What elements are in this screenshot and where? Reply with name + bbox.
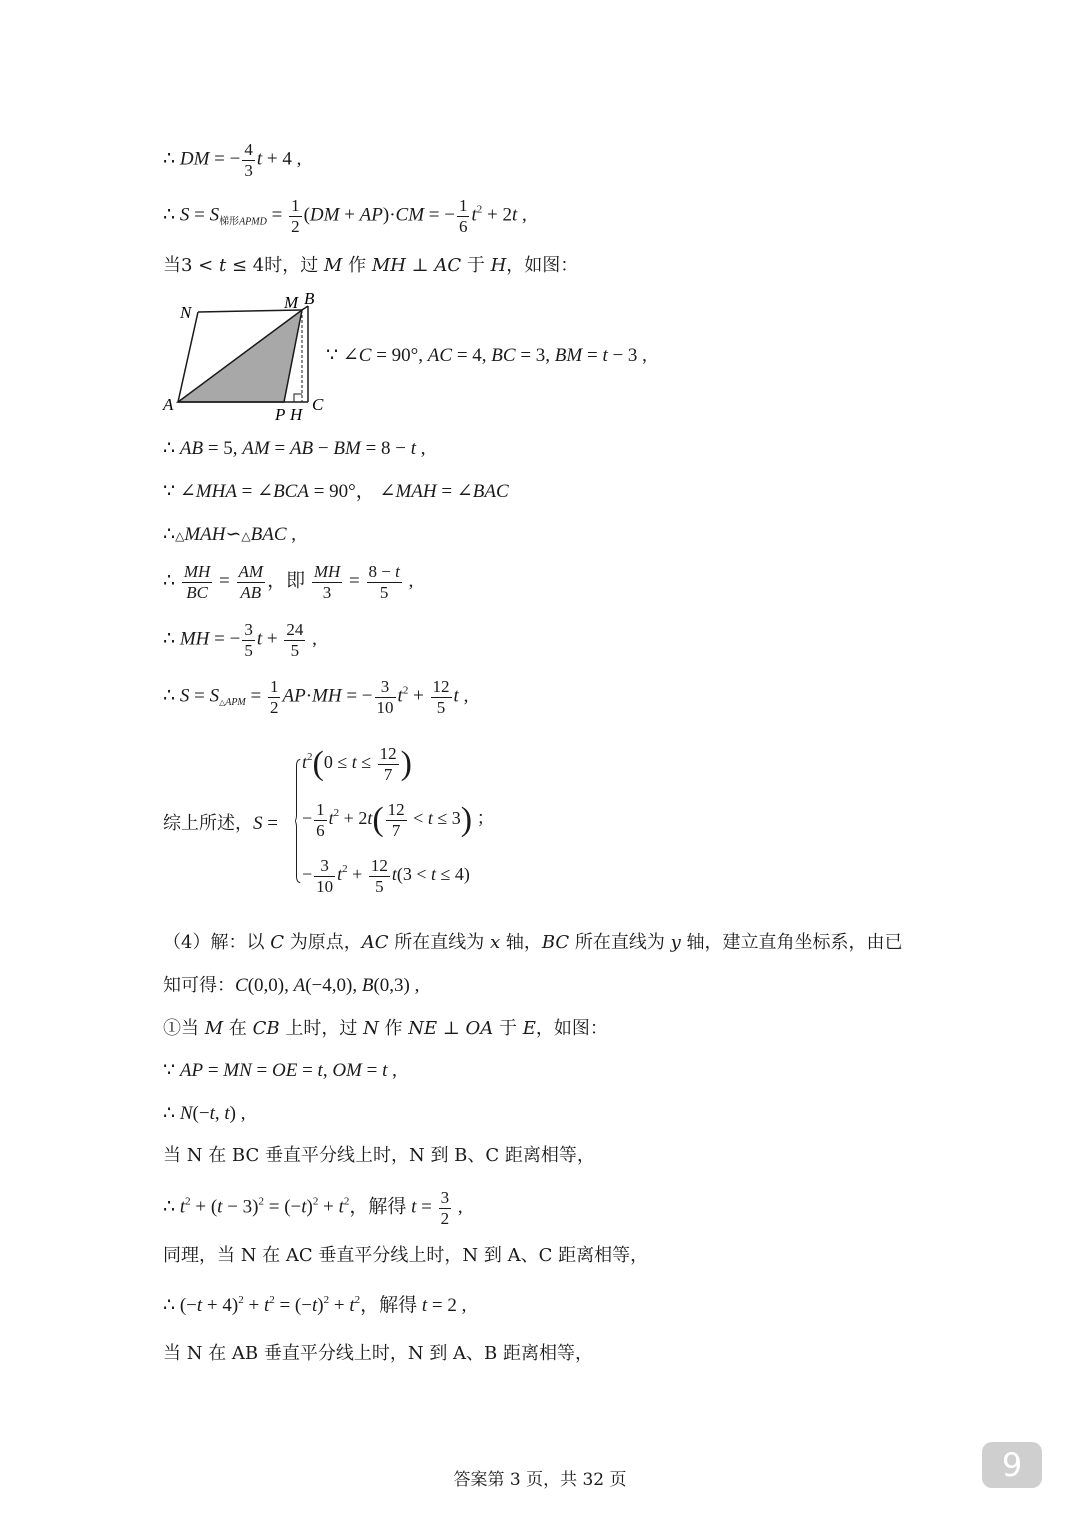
piece-2: − $\frac{1}{6}$ $t^2 + 2t$( $\frac{12}{7}$ < t ≤ 3) ； bbox=[302, 800, 495, 840]
label-m: M bbox=[284, 293, 299, 312]
line-angles: ∵ ∠MHA = ∠BCA = 90°， ∠MAH = ∠BAC bbox=[163, 481, 509, 502]
piece-1: $t^2(0 \le t$ ≤ $\frac{12}{7}$ ) bbox=[302, 744, 412, 784]
label-c: C bbox=[312, 395, 324, 414]
label-h: H bbox=[290, 405, 303, 423]
line-n-coord: ∴ N(−t, t) , bbox=[163, 1103, 246, 1124]
line-part4: （4）解：以 C 为原点，AC 所在直线为 x 轴，BC 所在直线为 y 轴，建立直角坐标系，由已 bbox=[163, 932, 903, 953]
line-eq1: ∴ $t^2 + (t - 3)^2 = (-t)^2 + t^2$，解得 t = $\frac{3}{2}$ , bbox=[163, 1188, 463, 1228]
line-ratio: ∴ $\frac{MH}{BC}$ = $\frac{AM}{AB}$ ，即 $\frac{MH}{3}$ = $\frac{8 - t}{5}$ , bbox=[163, 562, 414, 602]
line-s-triangle: ∴ $S = S_{\triangle APM}$ = $\frac{1}{2}$ AP·MH = − $\frac{3}{10}$ $t^2$ + $\frac{12}{5}$ t , bbox=[163, 677, 469, 717]
piecewise-brace bbox=[295, 738, 301, 904]
label-n: N bbox=[180, 303, 192, 322]
label-p: P bbox=[275, 405, 286, 423]
line-given: ∵ ∠C = 90°, AC = 4, BC = 3, BM = t − 3 , bbox=[326, 345, 647, 366]
line-mh: ∴ MH = − $\frac{3}{5}$ t + $\frac{24}{5}$ , bbox=[163, 620, 317, 660]
label-a: A bbox=[163, 395, 174, 414]
line-case1: ①当 M 在 CB 上时，过 N 作 NE ⊥ OA 于 E，如图： bbox=[163, 1018, 608, 1039]
summary-prefix: 综上所述，S = bbox=[163, 813, 278, 834]
line-dm: ∴ DM = − $\frac{4}{3}$ t + 4 , bbox=[163, 140, 302, 180]
page-footer: 答案第 3 页，共 32 页 bbox=[453, 1470, 627, 1490]
line-case-3-4: 当3 < t ≤ 4时，过 M 作 MH ⊥ AC 于 H，如图： bbox=[163, 255, 579, 276]
line-bc-bisector: 当 N 在 BC 垂直平分线上时，N 到 B、C 距离相等， bbox=[163, 1145, 595, 1166]
line-eq2: ∴ $(-t + 4)^2 + t^2 = (-t)^2 + t^2$，解得 t = 2 , bbox=[163, 1294, 467, 1316]
line-ap-mn: ∵ AP = MN = OE = t, OM = t , bbox=[163, 1060, 397, 1081]
geometry-figure bbox=[160, 288, 335, 423]
shaded-triangle-apm bbox=[178, 310, 302, 402]
line-similar: ∴△MAH∽△BAC , bbox=[163, 524, 297, 545]
line-ac-bisector: 同理，当 N 在 AC 垂直平分线上时，N 到 A、C 距离相等， bbox=[163, 1245, 649, 1266]
label-b: B bbox=[304, 289, 315, 308]
line-ab-am: ∴ AB = 5, AM = AB − BM = 8 − t , bbox=[163, 438, 426, 459]
line-coords: 知可得：C(0,0), A(−4,0), B(0,3) , bbox=[163, 975, 420, 996]
line-s-trapezoid: ∴ $S = S_{梯形APMD}$ = $\frac{1}{2}$ (DM + AP)·CM = − $\frac{1}{6}$ $t^2 + 2t$ , bbox=[163, 196, 527, 236]
piece-3: − $\frac{3}{10}$ $t^2$ + $\frac{12}{5}$ t(3 < t ≤ 4) bbox=[302, 856, 470, 896]
page-number-badge[interactable]: 9 bbox=[982, 1442, 1042, 1488]
line-ab-bisector: 当 N 在 AB 垂直平分线上时，N 到 A、B 距离相等， bbox=[163, 1343, 594, 1364]
